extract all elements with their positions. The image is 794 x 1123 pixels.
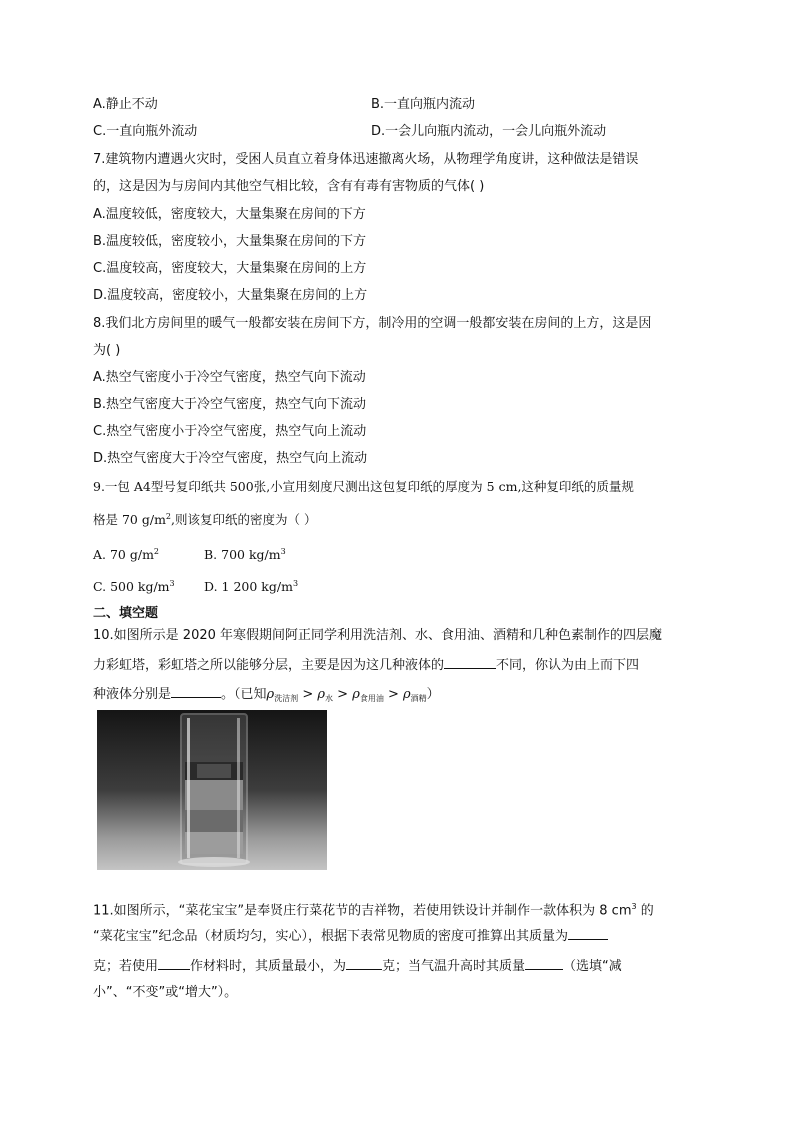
q7-option-a: A.温度较低，密度较大，大量集聚在房间的下方 <box>93 207 366 222</box>
q7-stem-line1: 7.建筑物内遭遇火灾时，受困人员直立着身体迅速撤离火场，从物理学角度讲，这种做法是错误 <box>93 152 639 167</box>
section-heading-fill-in: 二、填空题 <box>93 606 159 621</box>
rainbow-tower-photo <box>97 710 327 870</box>
q11-line2: “菜花宝宝”纪念品（材质均匀，实心），根据下表常见物质的密度可推算出其质量为 <box>93 925 608 946</box>
glass-illustration <box>97 710 327 870</box>
q11-line1: 11.如图所示，“菜花宝宝”是奉贤庄行菜花节的吉祥物，若使用铁设计并制作一款体积为 8 $cm^3$ 的 <box>93 902 654 919</box>
q9-option-d: D. 1 200 $kg/m^3$ <box>204 579 299 595</box>
q10-blank-2[interactable] <box>171 683 221 698</box>
q8-option-a: A.热空气密度小于冷空气密度，热空气向下流动 <box>93 370 366 385</box>
q9-option-a: A. 70 $g/m^2$ <box>93 547 160 563</box>
q11-line3: 克；若使用 作材料时，其质量最小，为 克；当气温升高时其质量 （选填“减 <box>93 955 622 976</box>
q10-line1: 10.如图所示是 2020 年寒假期间阿正同学利用洗洁剂、水、食用油、酒精和几种色素制作的四层魔 <box>93 628 663 643</box>
q7-option-d: D.温度较高，密度较小，大量集聚在房间的上方 <box>93 288 368 303</box>
q9-option-b: B. 700 $kg/m^3$ <box>204 547 286 563</box>
q11-blank-4[interactable] <box>525 955 563 970</box>
q8-stem-line1: 8.我们北方房间里的暖气一般都安装在房间下方，制冷用的空调一般都安装在房间的上方，这是因 <box>93 316 652 331</box>
q7-stem-line2: 的，这是因为与房间内其他空气相比较，含有有毒有害物质的气体( ) <box>93 179 485 194</box>
q10-line2: 力彩虹塔，彩虹塔之所以能够分层，主要是因为这几种液体的 不同，你认为由上而下四 <box>93 654 639 675</box>
q8-option-d: D.热空气密度大于冷空气密度，热空气向上流动 <box>93 451 368 466</box>
q9-option-c: C. 500 $kg/m^3$ <box>93 579 175 595</box>
q9-stem-line2: 格是 70 $g/m^2$,则该复印纸的密度为（ ） <box>93 512 317 528</box>
q9-stem-line1: 9.一包 A4型号复印纸共 500张,小宣用刻度尺测出这包复印纸的厚度为 5 cm,这种复印纸的质量规 <box>93 479 634 494</box>
q10-blank-1[interactable] <box>444 654 496 669</box>
q6-option-c: C.一直向瓶外流动 <box>93 124 198 139</box>
q8-stem-line2: 为( ) <box>93 343 121 358</box>
q7-option-b: B.温度较低，密度较小，大量集聚在房间的下方 <box>93 234 367 249</box>
q11-line4: 小”、“不变”或“增大”）。 <box>93 985 238 1000</box>
q7-option-c: C.温度较高，密度较大，大量集聚在房间的上方 <box>93 261 367 276</box>
q10-line3: 种液体分别是 。（已知$\rho_{洗洁剂} > \rho_水 > \rho_{食用油} > \rho_{酒精}$） <box>93 683 440 708</box>
q6-option-a: A.静止不动 <box>93 97 158 112</box>
q11-blank-3[interactable] <box>346 955 382 970</box>
q11-blank-2[interactable] <box>158 955 190 970</box>
q8-option-c: C.热空气密度小于冷空气密度，热空气向上流动 <box>93 424 367 439</box>
q6-option-d: D.一会儿向瓶内流动，一会儿向瓶外流动 <box>371 124 607 139</box>
q8-option-b: B.热空气密度大于冷空气密度，热空气向下流动 <box>93 397 367 412</box>
q11-blank-1[interactable] <box>568 925 608 940</box>
q6-option-b: B.一直向瓶内流动 <box>371 97 476 112</box>
